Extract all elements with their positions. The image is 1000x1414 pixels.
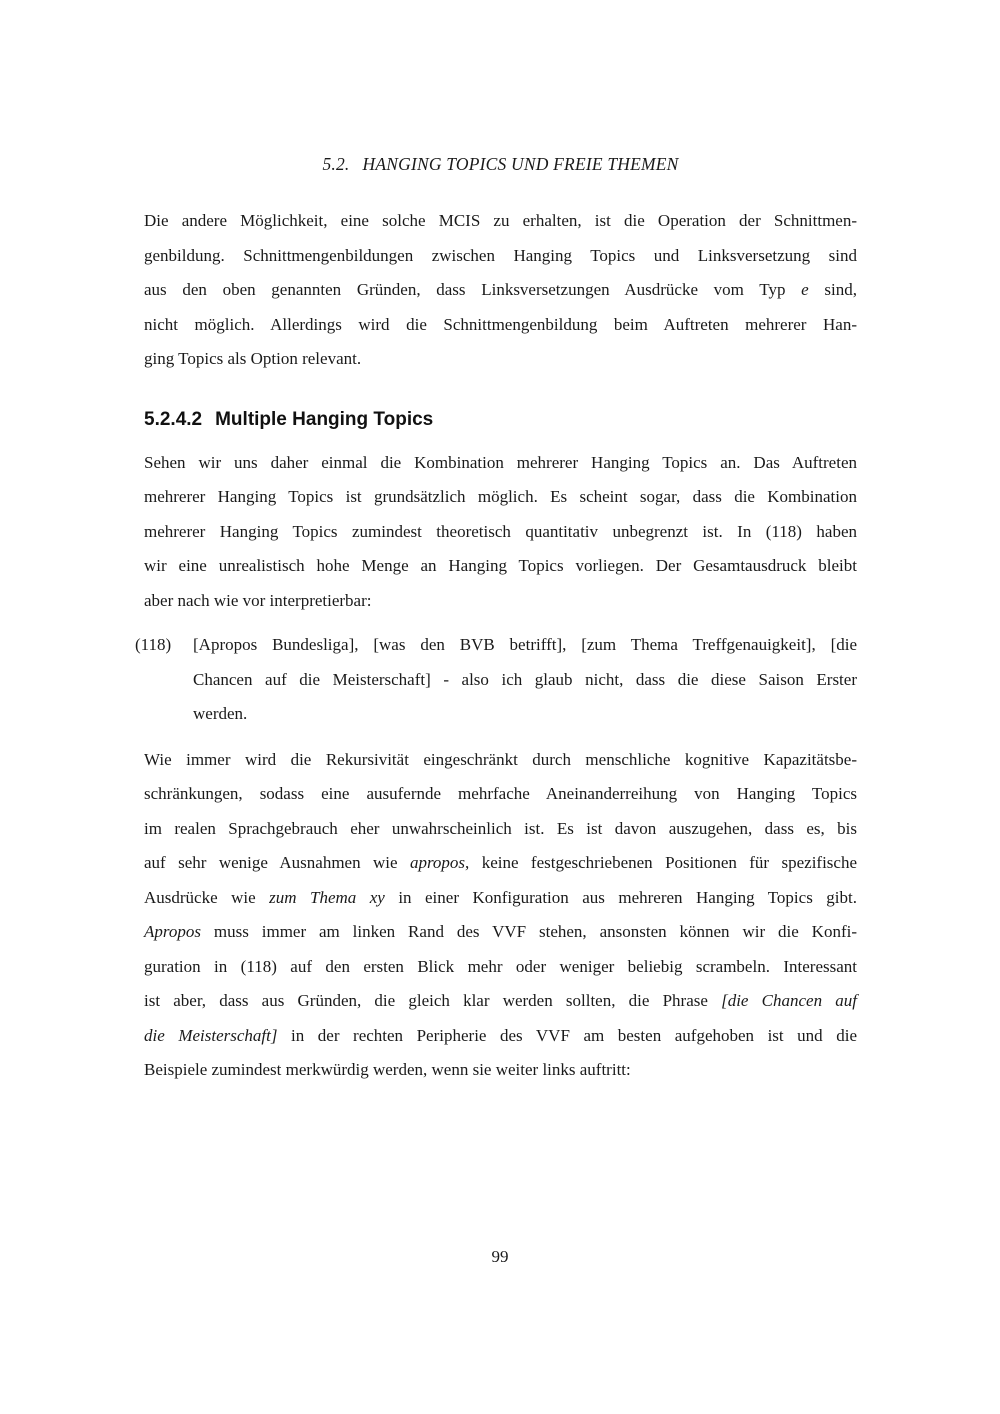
paragraph-rekursivitaet [144, 743, 857, 1088]
running-head [144, 0, 857, 175]
page-number: 99 [491, 1247, 509, 1266]
text-line: aber nach wie vor interpretierbar: [144, 590, 372, 610]
subsection-heading [144, 407, 857, 432]
text-line: Wie immer wird die Rekursivität eingeschränkt durch menschliche kognitive Kapazitätsbe- [144, 749, 857, 769]
text-line: ging Topics als Option relevant. [144, 349, 362, 368]
text-line: mehrerer Hanging Topics ist grundsätzlich möglich. Es scheint sogar, dass die Kombination [144, 487, 857, 506]
text-line: aus den oben genannten Gründen, dass Linksversetzungen Ausdrücke vom Typ e sind, [144, 280, 857, 299]
text-line: Beispiele zumindest merkwürdig werden, wenn sie weiter links auftritt: [144, 1060, 631, 1079]
text-line: guration in (118) auf den ersten Blick mehr oder weniger beliebig scrambeln. Interessant [144, 956, 857, 976]
text-line: ist aber, dass aus Gründen, die gleich klar werden sollten, die Phrase [die Chancen auf [144, 991, 857, 1010]
text-line: im realen Sprachgebrauch eher unwahrscheinlich ist. Es ist davon auszugehen, dass es, bis [144, 818, 857, 838]
subsection-number: 5.2.4.2 [144, 408, 203, 430]
text-column [135, 0, 858, 1088]
text-line: mehrerer Hanging Topics zumindest theoretisch quantitativ unbegrenzt ist. In (118) haben [144, 521, 857, 541]
text-line: schränkungen, sodass eine ausufernde mehrfache Aneinanderreihung von Hanging Topics [144, 784, 857, 803]
text-line: Chancen auf die Meisterschaft] - also ich glaub nicht, dass die diese Saison Erster [193, 669, 857, 689]
text-line: auf sehr wenige Ausnahmen wie apropos, keine festgeschriebenen Positionen für spezifische [144, 853, 858, 872]
text-line: Die andere Möglichkeit, eine solche MCIS zu erhalten, ist die Operation der Schnittmen- [144, 211, 857, 230]
text-line: die Meisterschaft] in der rechten Peripherie des VVF am besten aufgehoben ist und die [144, 1025, 858, 1045]
text-line: werden. [193, 704, 248, 723]
example-text [193, 628, 857, 732]
running-head-title: HANGING TOPICS UND FREIE THEMEN [362, 154, 679, 174]
example-label: (118) [135, 635, 172, 654]
text-line: wir eine unrealistisch hohe Menge an Hanging Topics vorliegen. Der Gesamtausdruck bleibt [144, 556, 857, 575]
numbered-example-118 [135, 628, 857, 732]
text-line: Ausdrücke wie zum Thema xy in einer Konfiguration aus mehreren Hanging Topics gibt. [144, 887, 857, 907]
text-line: genbildung. Schnittmengenbildungen zwischen Hanging Topics und Linksversetzung sind [144, 245, 857, 265]
running-head-section-number: 5.2. [322, 154, 350, 174]
paragraph-kombination [144, 446, 857, 619]
subsection-title: Multiple Hanging Topics [215, 408, 434, 430]
text-line: Apropos muss immer am linken Rand des VVF stehen, ansonsten können wir die Konfi- [144, 922, 857, 941]
text-line: Sehen wir uns daher einmal die Kombination mehrerer Hanging Topics an. Das Auftreten [144, 452, 857, 472]
text-line: [Apropos Bundesliga], [was den BVB betrifft], [zum Thema Treffgenauigkeit], [die [193, 635, 857, 654]
paragraph-intro [144, 204, 857, 377]
text-line: nicht möglich. Allerdings wird die Schnittmengenbildung beim Auftreten mehrerer Han- [144, 314, 857, 334]
